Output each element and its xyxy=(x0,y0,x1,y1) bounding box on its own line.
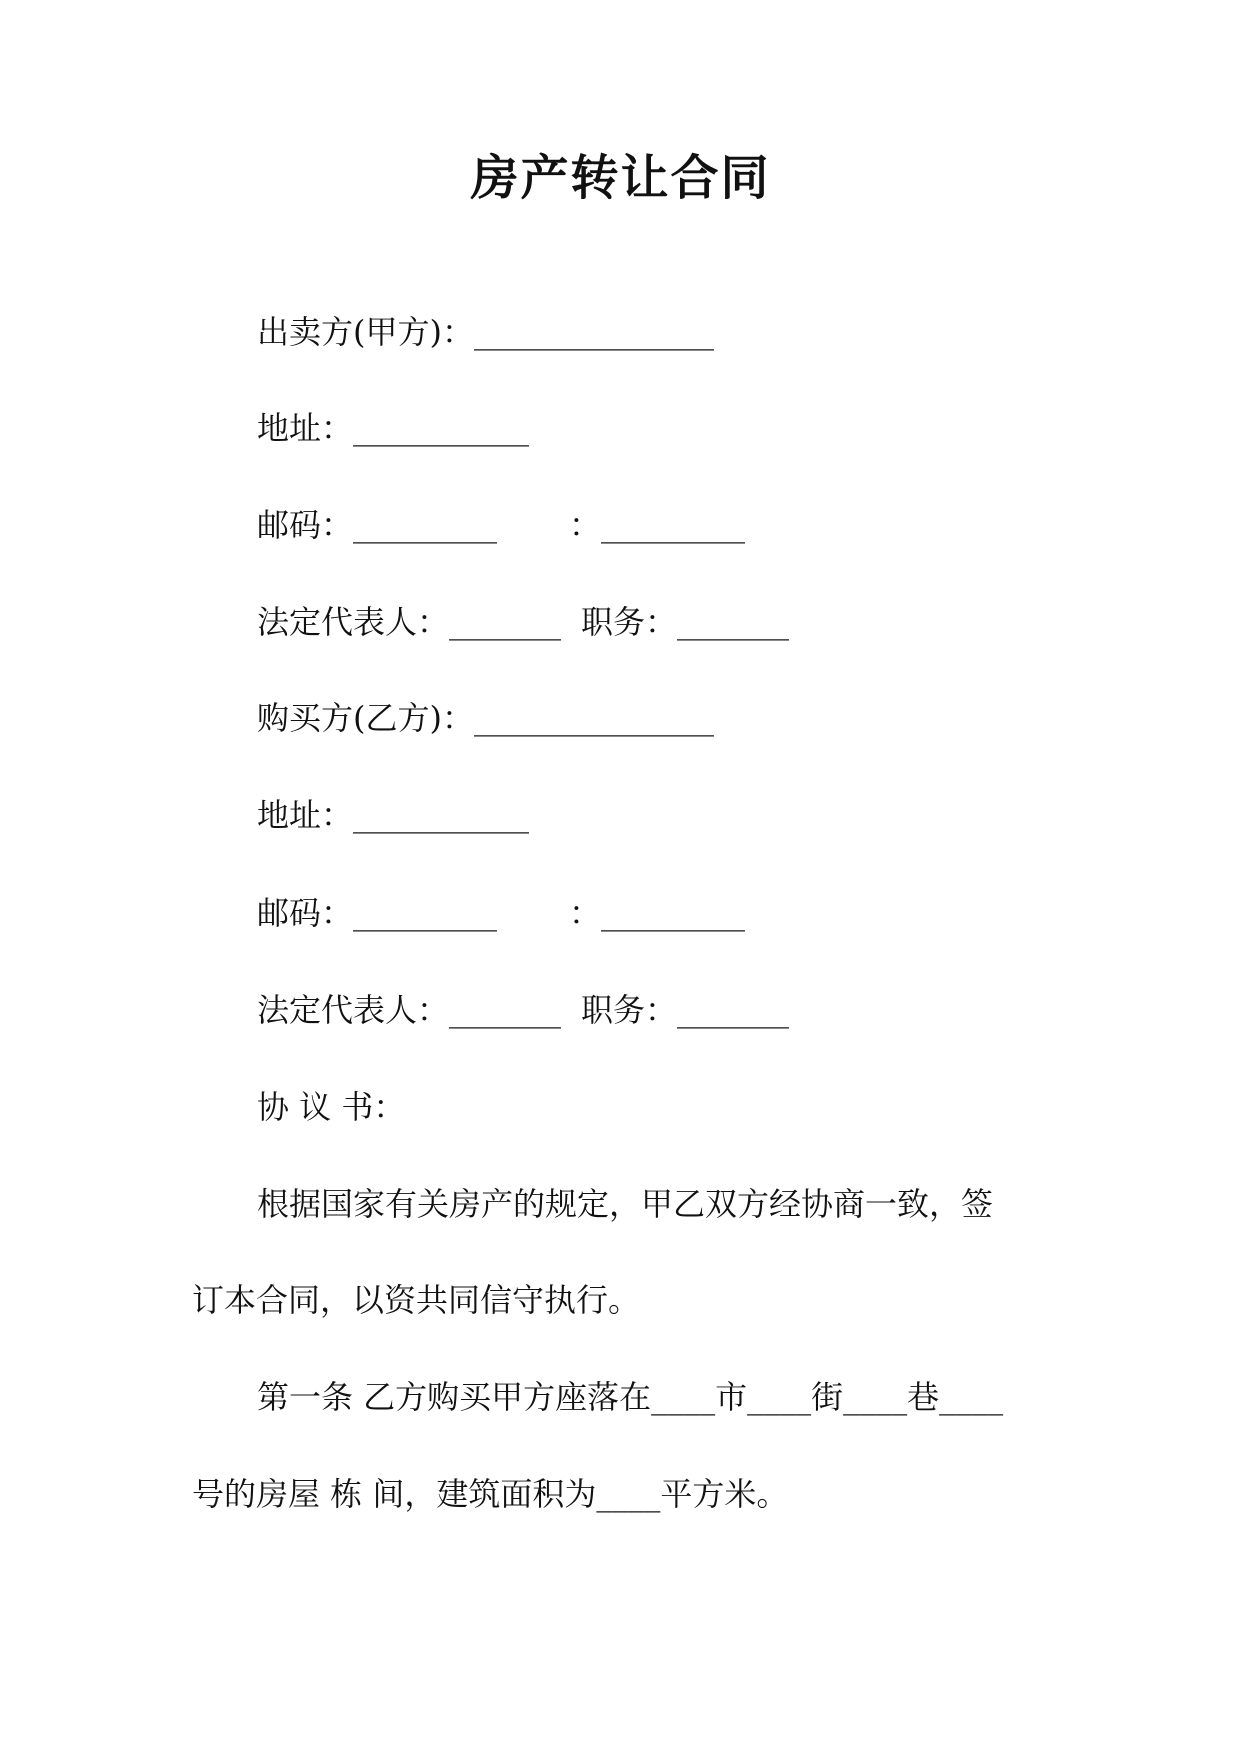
document-title: 房产转让合同 xyxy=(470,150,771,206)
article-1-line-1: 第一条 乙方购买甲方座落在____市____街____巷____ xyxy=(257,1378,1004,1416)
seller-colon-field: ：_________ xyxy=(569,506,746,544)
preamble-line-2: 订本合同，以资共同信守执行。 xyxy=(192,1281,641,1319)
article-1-line-2: 号的房屋 栋 间，建筑面积为____平方米。 xyxy=(192,1475,789,1513)
seller-legal-rep-field: 法定代表人：_______ xyxy=(257,603,562,641)
buyer-address-line: 地址：___________ xyxy=(257,796,530,834)
seller-party-line: 出卖方(甲方)：_______________ xyxy=(257,313,714,351)
buyer-legal-rep-field: 法定代表人：_______ xyxy=(257,991,562,1029)
seller-postcode-row xyxy=(257,505,745,545)
buyer-party-line: 购买方(乙方)：_______________ xyxy=(257,699,714,737)
buyer-legal-rep-row xyxy=(257,990,789,1030)
seller-address-line: 地址：___________ xyxy=(257,409,530,447)
seller-legal-rep-row xyxy=(257,602,789,642)
seller-position-field: 职务：_______ xyxy=(581,603,790,641)
preamble-line-1: 根据国家有关房产的规定，甲乙双方经协商一致，签 xyxy=(257,1185,994,1223)
agreement-heading: 协 议 书： xyxy=(257,1088,406,1126)
buyer-postcode-field: 邮码：_________ xyxy=(257,894,498,932)
buyer-colon-field: ：_________ xyxy=(569,894,746,932)
buyer-postcode-row xyxy=(257,893,745,933)
seller-postcode-field: 邮码：_________ xyxy=(257,506,498,544)
buyer-position-field: 职务：_______ xyxy=(581,991,790,1029)
